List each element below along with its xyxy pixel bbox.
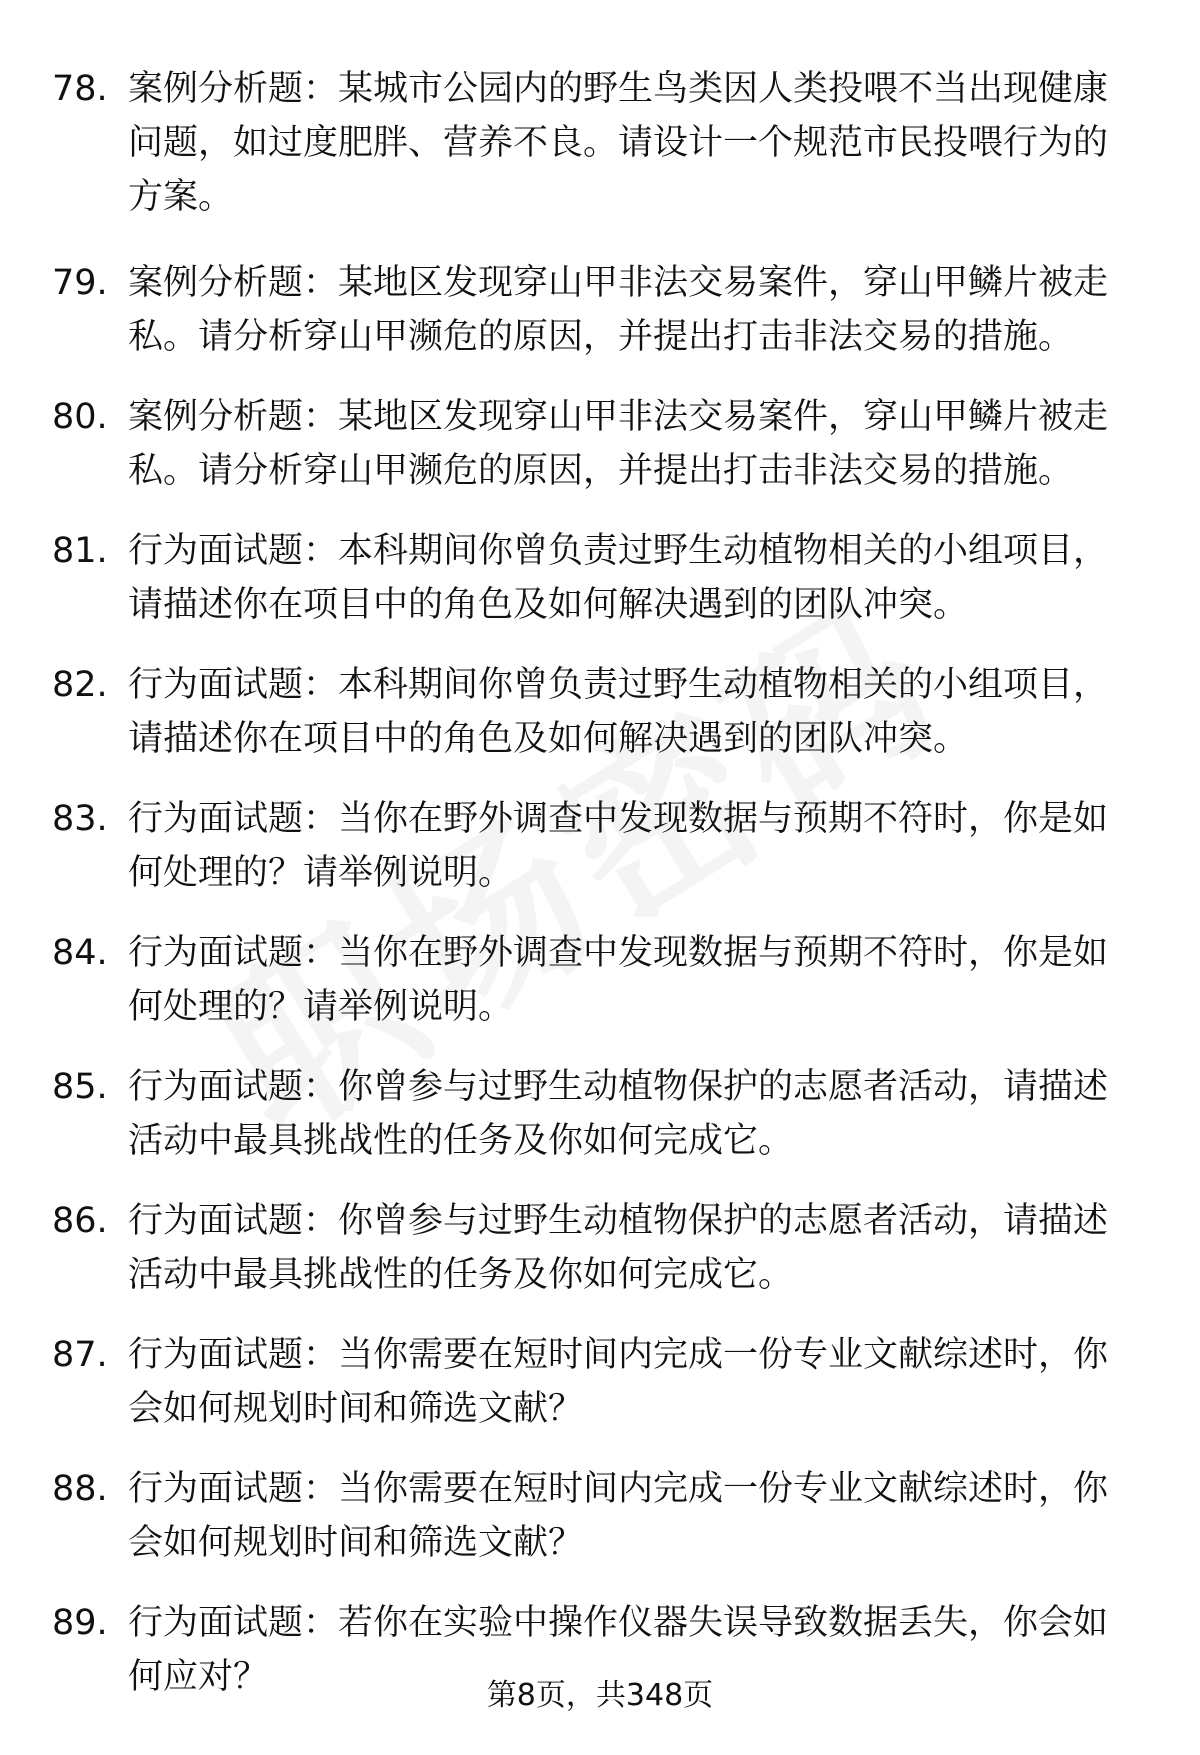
question-number: 88. xyxy=(52,1469,108,1509)
question-text-line: 行为面试题：当你在野外调查中发现数据与预期不符时，你是如 xyxy=(128,799,1109,839)
question-text-line: 请描述你在项目中的角色及如何解决遇到的团队冲突。 xyxy=(128,719,969,759)
question-text xyxy=(128,1060,1138,1168)
question-text-line: 行为面试题：若你在实验中操作仪器失误导致数据丢失，你会如 xyxy=(128,1603,1109,1643)
question-number: 87. xyxy=(52,1335,108,1375)
question-number: 89. xyxy=(52,1603,108,1643)
page-footer: 第8页，共348页 xyxy=(486,1678,714,1713)
question-text-line: 行为面试题：本科期间你曾负责过野生动植物相关的小组项目， xyxy=(128,531,1109,571)
question-number: 85. xyxy=(52,1067,108,1107)
question-item xyxy=(0,524,1200,632)
question-text xyxy=(128,390,1138,498)
question-item xyxy=(0,658,1200,766)
question-text xyxy=(128,256,1138,364)
question-text-line: 私。请分析穿山甲濒危的原因，并提出打击非法交易的措施。 xyxy=(128,451,1074,491)
question-number: 84. xyxy=(52,933,108,973)
question-item xyxy=(0,1060,1200,1168)
question-list xyxy=(0,62,1200,1730)
question-text-line: 何应对？ xyxy=(128,1657,269,1697)
question-text xyxy=(128,792,1138,900)
question-item xyxy=(0,390,1200,498)
question-text-line: 会如何规划时间和筛选文献？ xyxy=(128,1523,584,1563)
question-number: 86. xyxy=(52,1201,108,1241)
question-text-line: 何处理的？请举例说明。 xyxy=(128,987,514,1027)
question-text xyxy=(128,524,1138,632)
question-text-line: 方案。 xyxy=(128,177,234,217)
question-number: 78. xyxy=(52,69,108,109)
question-item xyxy=(0,1328,1200,1436)
question-text xyxy=(128,1462,1138,1570)
question-text-line: 案例分析题：某地区发现穿山甲非法交易案件，穿山甲鳞片被走 xyxy=(128,397,1109,437)
question-text-line: 行为面试题：当你在野外调查中发现数据与预期不符时，你是如 xyxy=(128,933,1109,973)
question-text xyxy=(128,1194,1138,1302)
question-text xyxy=(128,926,1138,1034)
question-item xyxy=(0,62,1200,230)
question-text-line: 行为面试题：当你需要在短时间内完成一份专业文献综述时，你 xyxy=(128,1335,1109,1375)
question-text-line: 行为面试题：本科期间你曾负责过野生动植物相关的小组项目， xyxy=(128,665,1109,705)
question-text-line: 私。请分析穿山甲濒危的原因，并提出打击非法交易的措施。 xyxy=(128,317,1074,357)
question-item xyxy=(0,256,1200,364)
question-text-line: 案例分析题：某城市公园内的野生鸟类因人类投喂不当出现健康 xyxy=(128,69,1109,109)
question-text-line: 问题，如过度肥胖、营养不良。请设计一个规范市民投喂行为的 xyxy=(128,123,1109,163)
question-number: 81. xyxy=(52,531,108,571)
question-item xyxy=(0,1462,1200,1570)
question-text-line: 案例分析题：某地区发现穿山甲非法交易案件，穿山甲鳞片被走 xyxy=(128,263,1109,303)
question-text-line: 行为面试题：当你需要在短时间内完成一份专业文献综述时，你 xyxy=(128,1469,1109,1509)
question-text-line: 会如何规划时间和筛选文献？ xyxy=(128,1389,584,1429)
question-item xyxy=(0,1194,1200,1302)
question-text-line: 行为面试题：你曾参与过野生动植物保护的志愿者活动，请描述 xyxy=(128,1201,1109,1241)
question-text-line: 活动中最具挑战性的任务及你如何完成它。 xyxy=(128,1121,794,1161)
question-text-line: 活动中最具挑战性的任务及你如何完成它。 xyxy=(128,1255,794,1295)
question-text xyxy=(128,658,1138,766)
question-text xyxy=(128,62,1138,224)
question-number: 82. xyxy=(52,665,108,705)
question-text-line: 行为面试题：你曾参与过野生动植物保护的志愿者活动，请描述 xyxy=(128,1067,1109,1107)
question-item xyxy=(0,792,1200,900)
question-number: 79. xyxy=(52,263,108,303)
question-text-line: 何处理的？请举例说明。 xyxy=(128,853,514,893)
question-item xyxy=(0,926,1200,1034)
question-number: 83. xyxy=(52,799,108,839)
question-text-line: 请描述你在项目中的角色及如何解决遇到的团队冲突。 xyxy=(128,585,969,625)
question-text xyxy=(128,1328,1138,1436)
question-number: 80. xyxy=(52,397,108,437)
